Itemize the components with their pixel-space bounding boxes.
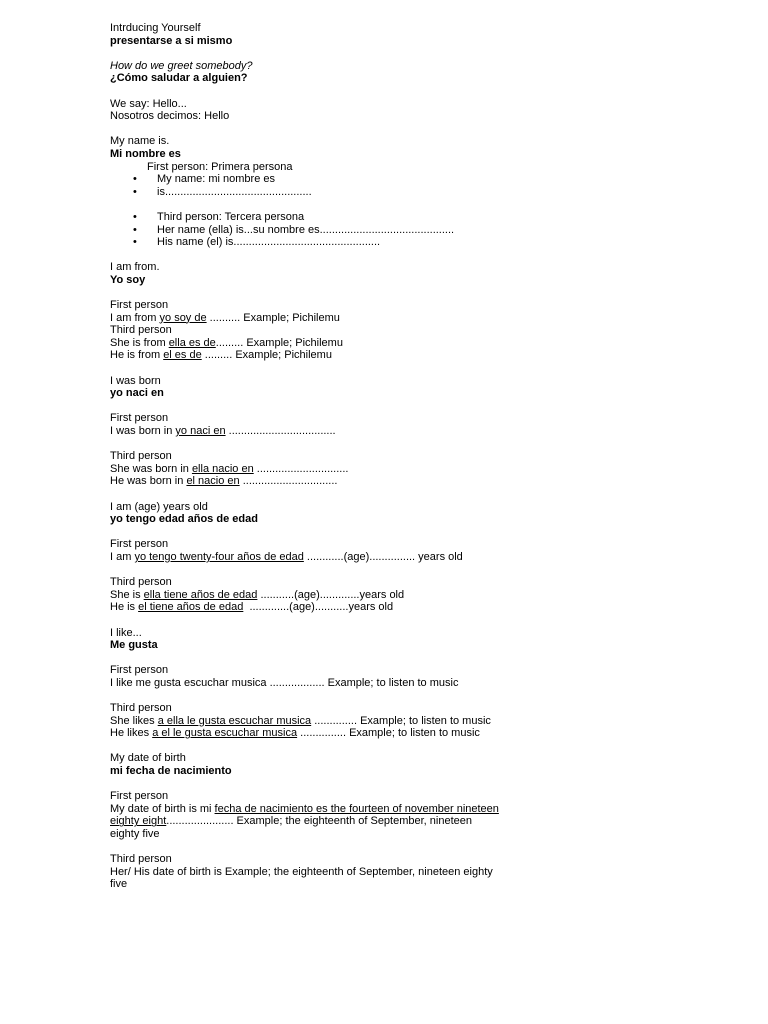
like-heading: I like...: [110, 626, 142, 639]
name-bullet: • Third person: Tercera persona: [110, 211, 500, 224]
from-line: I am from yo soy de .......... Example; Pichilemu: [110, 311, 340, 324]
like-line: I like me gusta escuchar musica .................. Example; to listen to music: [110, 676, 459, 689]
greet-answer-es: Nosotros decimos: Hello: [110, 110, 230, 123]
age-line: He is el tiene años de edad .............(age)...........years old: [110, 601, 394, 614]
like-line: He likes a el le gusta escuchar musica ............... Example; to listen to music: [110, 727, 480, 740]
age-heading: I am (age) years old: [110, 500, 208, 513]
from-third-person: Third person: [110, 324, 172, 337]
born-heading-es: yo naci en: [110, 387, 164, 400]
like-line: She likes a ella le gusta escuchar musica .............. Example; to listen to music: [110, 714, 491, 727]
age-third-person: Third person: [110, 576, 172, 589]
birth-heading-es: mi fecha de nacimiento: [110, 765, 232, 778]
name-heading-es: Mi nombre es: [110, 147, 181, 160]
like-heading-es: Me gusta: [110, 639, 158, 652]
birth-heading: My date of birth: [110, 752, 186, 765]
name-bullet: • His name (el) is................................................: [110, 236, 500, 249]
greet-question-es: ¿Cómo saludar a alguien?: [110, 72, 248, 85]
name-bullet: • My name: mi nombre es: [110, 173, 500, 186]
age-heading-es: yo tengo edad años de edad: [110, 513, 258, 526]
from-heading-es: Yo soy: [110, 273, 146, 286]
name-bullet: • Her name (ella) is...su nombre es............................................: [110, 224, 500, 237]
from-line: He is from el es de ......... Example; Pichilemu: [110, 349, 332, 362]
name-first-person: First person: Primera persona: [147, 160, 293, 173]
birth-first-person: First person: [110, 790, 169, 803]
born-first-person: First person: [110, 412, 169, 425]
born-heading: I was born: [110, 374, 161, 387]
greet-answer: We say: Hello...: [110, 97, 187, 110]
age-first-person: First person: [110, 538, 169, 551]
worksheet: [110, 22, 500, 891]
doc-title: Intrducing Yourself: [110, 22, 201, 34]
from-line: She is from ella es de......... Example; Pichilemu: [110, 336, 343, 349]
like-third-person: Third person: [110, 702, 172, 715]
birth-line: Her/ His date of birth is Example; the eighteenth of September, nineteen eighty five: [110, 865, 493, 891]
born-third-person: Third person: [110, 450, 172, 463]
name-bullet: • is................................................: [110, 186, 500, 199]
born-line: He was born in el nacio en ...............................: [110, 475, 338, 488]
from-heading: I am from.: [110, 261, 160, 274]
greet-question: How do we greet somebody?: [110, 59, 253, 72]
birth-third-person: Third person: [110, 853, 172, 866]
birth-line: My date of birth is mi fecha de nacimiento es the fourteen of november nineteen eighty eight...................... Example; the eighteenth of September, nineteen eighty five: [110, 802, 499, 840]
age-line: She is ella tiene años de edad ...........(age).............years old: [110, 588, 405, 601]
age-line: I am yo tengo twenty-four años de edad ............(age)............... years old: [110, 550, 463, 563]
doc-title-es: presentarse a si mismo: [110, 34, 233, 47]
born-line: I was born in yo naci en ...................................: [110, 425, 336, 437]
from-first-person: First person: [110, 299, 169, 312]
born-line: She was born in ella nacio en ..............................: [110, 462, 349, 475]
like-first-person: First person: [110, 664, 169, 677]
name-heading: My name is.: [110, 135, 170, 148]
